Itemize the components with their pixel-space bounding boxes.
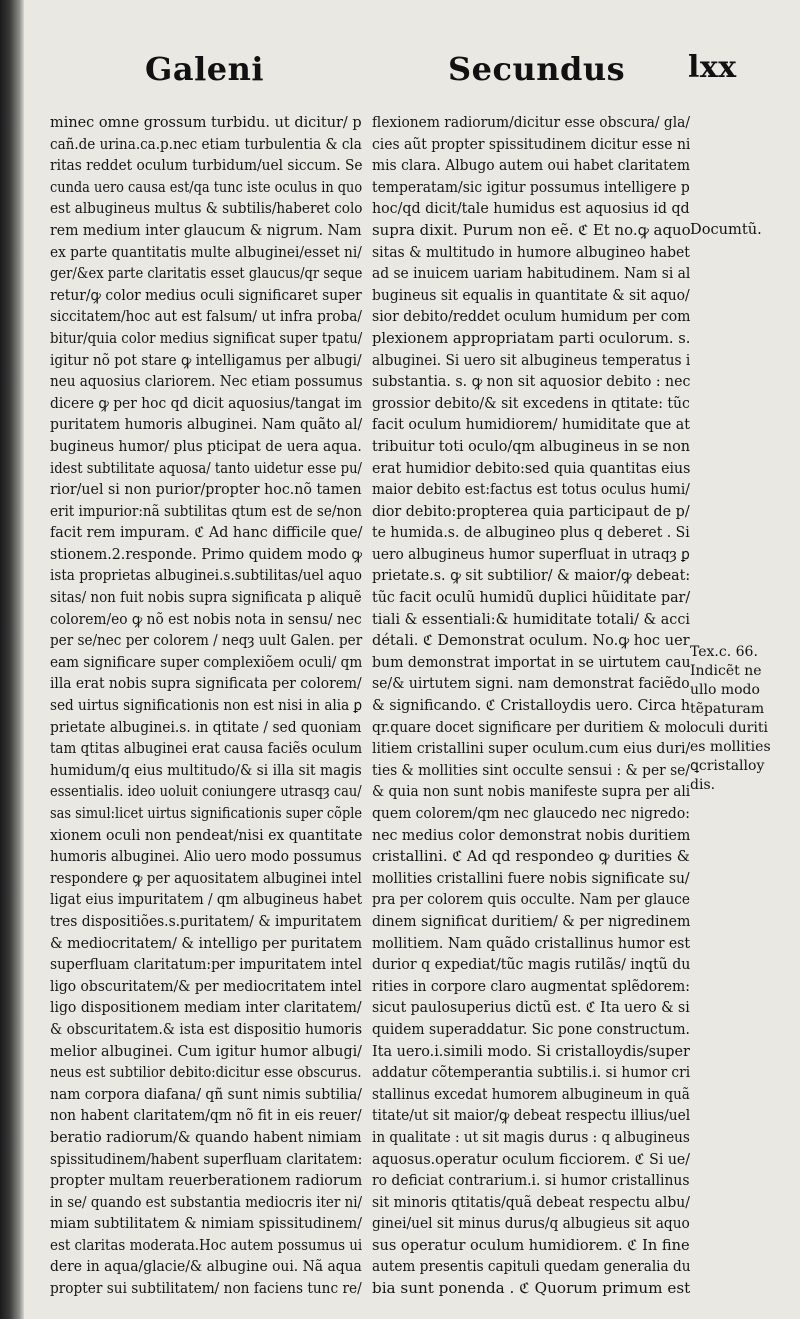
text-line: beratio radiorum/& quando habent nimiam (50, 1128, 362, 1146)
text-line: spissitudinem/habent superfluam claritatem: (50, 1150, 363, 1168)
text-line: mis clara. Albugo autem oui habet claritatem (372, 157, 691, 175)
text-line: igitur nõ pot stare ꝙ intelligamus per albugi/ (50, 351, 362, 369)
text-line: quidem superaddatur. Sic pone constructum. (372, 1020, 690, 1038)
text-line: ginei/uel sit minus durus/q albugieus sit aquo (372, 1215, 690, 1233)
text-line: eam significare super complexiõem oculi/ qm (50, 653, 363, 671)
text-line: idest subtilitate aquosa/ tanto uidetur esse pu/ (50, 459, 363, 477)
text-line: nam corpora diafana/ qñ sunt nimis subtilia/ (50, 1085, 362, 1103)
text-line: in qualitate : ut sit magis durus : q albugineus (372, 1128, 690, 1146)
margin-note-line: es mollities (690, 739, 771, 755)
text-line: propter multam reuerberationem radiorum (50, 1172, 363, 1190)
text-line: propter sui subtilitatem/ non faciens tunc re/ (50, 1280, 362, 1298)
text-line: ligo dispositionem mediam inter claritatem/ (50, 999, 362, 1017)
text-line: bugineus sit equalis in quantitate & sit aquo/ (372, 286, 690, 304)
text-line: litiem cristallini super oculum.cum eius duri/ (372, 740, 691, 758)
text-line: non habent claritatem/qm nõ fit in eis reuer/ (50, 1107, 362, 1125)
text-line: pra per colorem quis occulte. Nam per glauce (372, 891, 690, 909)
margin-note-line: dis. (690, 777, 716, 793)
folio-number: lxx (688, 50, 737, 85)
margin-note-line: Tex.c. 66. (690, 644, 758, 660)
margin-note-textus (690, 643, 798, 795)
text-line: xionem oculi non pendeat/nisi ex quantitate (50, 826, 363, 844)
text-line: prietate albuginei.s. in qtitate / sed quoniam (50, 718, 362, 736)
margin-note-line: ꝗcristalloy (690, 758, 765, 774)
text-line: sed uirtus significationis non est nisi in alia ꝑ (50, 697, 363, 715)
text-line: plexionem appropriatam parti oculorum. s. (372, 329, 691, 347)
text-line: Ita uero.i.simili modo. Si cristalloydis/super (372, 1042, 690, 1060)
text-line: détali. ℭ Demonstrat oculum. No.ꝙ hoc uer (372, 632, 690, 650)
text-line: neus est subtilior debito:dicitur esse obscurus. (50, 1064, 362, 1082)
text-line: & mediocritatem/ & intelligo per puritatem (50, 934, 363, 952)
text-line: humidum/q eius multitudo/& si illa sit magis (50, 761, 362, 779)
text-line: supra dixit. Purum non eẽ. ℭ Et no.ꝙ aquo (372, 221, 691, 239)
margin-note-line: oculi duriti (690, 720, 768, 736)
text-line: tiali & essentiali:& humiditate totali/ & acci (372, 610, 690, 628)
text-line: dinem significat duritiem/ & per nigredinem (372, 912, 691, 930)
text-line: erat humidior debito:sed quia quantitas eius (372, 459, 691, 477)
text-line: qr.quare docet significare per duritiem & mol (372, 718, 691, 736)
text-line: ad se inuicem uariam habitudinem. Nam si al (372, 265, 691, 283)
text-line: nec medius color demonstrat nobis duritiem (372, 826, 691, 844)
text-line: facit oculum humidiorem/ humiditate que at (372, 416, 690, 434)
text-line: & quia non sunt nobis manifeste supra per ali (372, 783, 691, 801)
text-line: ties & mollities sint occulte sensui : & per se/ (372, 761, 690, 779)
text-line: cies aũt propter spissitudinem dicitur esse ni (372, 135, 691, 153)
text-line: prietate.s. ꝙ sit subtilior/ & maior/ꝙ debeat: (372, 567, 691, 585)
margin-note-line: ullo modo (690, 682, 760, 698)
text-line: hoc/qd dicit/tale humidus est aquosius id qd (372, 200, 690, 218)
text-line: mollities cristallini fuere nobis significate su/ (372, 869, 690, 887)
text-line: bugineus humor/ plus pticipat de uera aqua. (50, 437, 362, 455)
text-line: melior albuginei. Cum igitur humor albugi/ (50, 1042, 362, 1060)
text-line: cunda uero causa est/qa tunc iste oculus in quo (50, 178, 363, 196)
text-line: puritatem humoris albuginei. Nam quãto al/ (50, 416, 363, 434)
text-line: & significando. ℭ Cristalloydis uero. Circa h (372, 697, 691, 715)
text-line: bia sunt ponenda . ℭ Quorum primum est (372, 1280, 691, 1298)
text-line: cristallini. ℭ Ad qd respondeo ꝙ durities & (372, 848, 690, 866)
text-line: albuginei. Si uero sit albugineus temperatus i (372, 351, 691, 369)
text-line: aquosus.operatur oculum ficciorem. ℭ Si ue/ (372, 1150, 691, 1168)
text-line: bum demonstrat importat in se uirtutem cau (372, 653, 691, 671)
text-line: per se/nec per colorem / neqȝ uult Galen. per (50, 632, 363, 650)
text-line: tribuitur toti oculo/qm albugineus in se non (372, 437, 691, 455)
text-column-right (372, 112, 690, 1300)
text-line: neu aquosius clariorem. Nec etiam possumus (50, 373, 363, 391)
text-line: ritas reddet oculum turbidum/uel siccum. Se (50, 157, 363, 175)
text-line: respondere ꝙ per aquositatem albuginei intel (50, 869, 362, 887)
text-line: stionem.2.responde. Primo quidem modo ꝙ (50, 545, 363, 563)
text-line: siccitatem/hoc aut est falsum/ ut infra proba/ (50, 308, 362, 326)
text-column-left (50, 112, 362, 1300)
text-line: se/& uirtutem signi. nam demonstrat faciẽdo (372, 675, 690, 693)
text-line: miam subtilitatem & nimiam spissitudinem/ (50, 1215, 362, 1233)
text-line: facit rem impuram. ℭ Ad hanc difficile que/ (50, 524, 363, 542)
text-line: sus operatur oculum humidiorem. ℭ In fine (372, 1236, 690, 1254)
text-line: te humida.s. de albugineo plus q deberet . Si (372, 524, 690, 542)
text-line: rem medium inter glaucum & nigrum. Nam (50, 221, 362, 239)
text-line: est claritas moderata.Hoc autem possumus ui (50, 1236, 363, 1254)
text-line: cañ.de urina.ca.p.nec etiam turbulentia & cla (50, 135, 362, 153)
text-line: ista proprietas albuginei.s.subtilitas/uel aquo (50, 567, 362, 585)
text-line: dicere ꝙ per hoc qd dicit aquosius/tangat im (50, 394, 363, 412)
text-line: ligo obscuritatem/& per mediocritatem intel (50, 977, 362, 995)
text-line: bitur/quia color medius significat super tpatu/ (50, 329, 363, 347)
margin-note-line: Indicẽt ne (690, 663, 762, 679)
text-line: tam qtitas albuginei erat causa faciẽs oculum (50, 740, 363, 758)
margin-note-documentum: Documtũ. (690, 221, 762, 238)
text-line: retur/ꝙ color medius oculi significaret super (50, 286, 362, 304)
text-line: temperatam/sic igitur possumus intelligere p (372, 178, 690, 196)
text-line: sitas/ non fuit nobis supra significata p aliquẽ (50, 589, 362, 607)
text-line: in se/ quando est substantia mediocris iter ni/ (50, 1193, 363, 1211)
text-line: mollitiem. Nam quãdo cristallinus humor est (372, 934, 691, 952)
text-line: flexionem radiorum/dicitur esse obscura/ gla/ (372, 114, 690, 131)
text-line: sit minoris qtitatis/quã debeat respectu albu/ (372, 1193, 690, 1211)
text-line: dere in aqua/glacie/& albugine oui. Nã aqua (50, 1258, 362, 1276)
page-gutter (0, 0, 24, 1319)
running-head-author: Galeni (145, 50, 264, 88)
text-line: autem presentis capituli quedam generalia du (372, 1258, 691, 1276)
text-line: sitas & multitudo in humore albugineo habet (372, 243, 690, 261)
text-line: illa erat nobis supra significata per colorem/ (50, 675, 362, 693)
text-line: substantia. s. ꝙ non sit aquosior debito : nec (372, 373, 691, 391)
text-line: titate/ut sit maior/ꝙ debeat respectu illius/uel (372, 1107, 691, 1125)
text-line: uero albugineus humor superfluat in utraqȝ ꝑ (372, 545, 690, 563)
text-line: sas simul:licet uirtus significationis super cõple (50, 805, 363, 822)
text-line: maior debito est:factus est totus oculus humi/ (372, 481, 690, 499)
text-line: est albugineus multus & subtilis/haberet colo (50, 200, 363, 218)
text-line: sicut paulosuperius dictũ est. ℭ Ita uero & si (372, 999, 690, 1017)
text-line: rior/uel si non purior/propter hoc.nõ tamen (50, 481, 362, 499)
text-line: dior debito:propterea quia participaut de p/ (372, 502, 690, 520)
text-line: & obscuritatem.& ista est dispositio humoris (50, 1020, 363, 1038)
running-head-book: Secundus (448, 50, 626, 88)
text-line: humoris albuginei. Alio uero modo possumus (50, 848, 362, 866)
text-line: addatur cõtemperantia subtilis.i. si humor cri (372, 1064, 691, 1082)
text-line: tũc facit oculũ humidũ duplici hũiditate par/ (372, 589, 691, 607)
margin-note-line: tẽpaturam (690, 701, 765, 717)
text-line: colorem/eo ꝙ nõ est nobis nota in sensu/ nec (50, 610, 362, 628)
text-line: quem colorem/qm nec glaucedo nec nigredo: (372, 805, 690, 822)
text-line: minec omne grossum turbidu. ut dicitur/ p (50, 114, 362, 131)
text-line: erit impurior:nã subtilitas qtum est de se/non (50, 502, 362, 520)
text-line: stallinus excedat humorem albugineum in quã (372, 1085, 690, 1103)
text-line: durior q expediat/tũc magis rutilãs/ inqtũ du (372, 956, 691, 974)
text-line: ger/&ex parte claritatis esset glaucus/qr seque (50, 265, 363, 283)
text-line: rities in corpore claro augmentat splẽdorem: (372, 977, 690, 995)
text-line: ex parte quantitatis multe albuginei/esset ni/ (50, 243, 362, 261)
text-line: grossior debito/& sit excedens in qtitate: tũc (372, 394, 690, 412)
text-line: essentialis. ideo uoluit coniungere utrasqȝ cau/ (50, 783, 362, 801)
text-line: sior debito/reddet oculum humidum per com (372, 308, 691, 326)
text-line: superfluam claritatum:per impuritatem intel (50, 956, 363, 974)
text-line: ro deficiat contrarium.i. si humor cristallinus (372, 1172, 690, 1190)
text-line: tres dispositiões.s.puritatem/ & impuritatem (50, 912, 362, 930)
text-line: ligat eius impuritatem / qm albugineus habet (50, 891, 363, 909)
